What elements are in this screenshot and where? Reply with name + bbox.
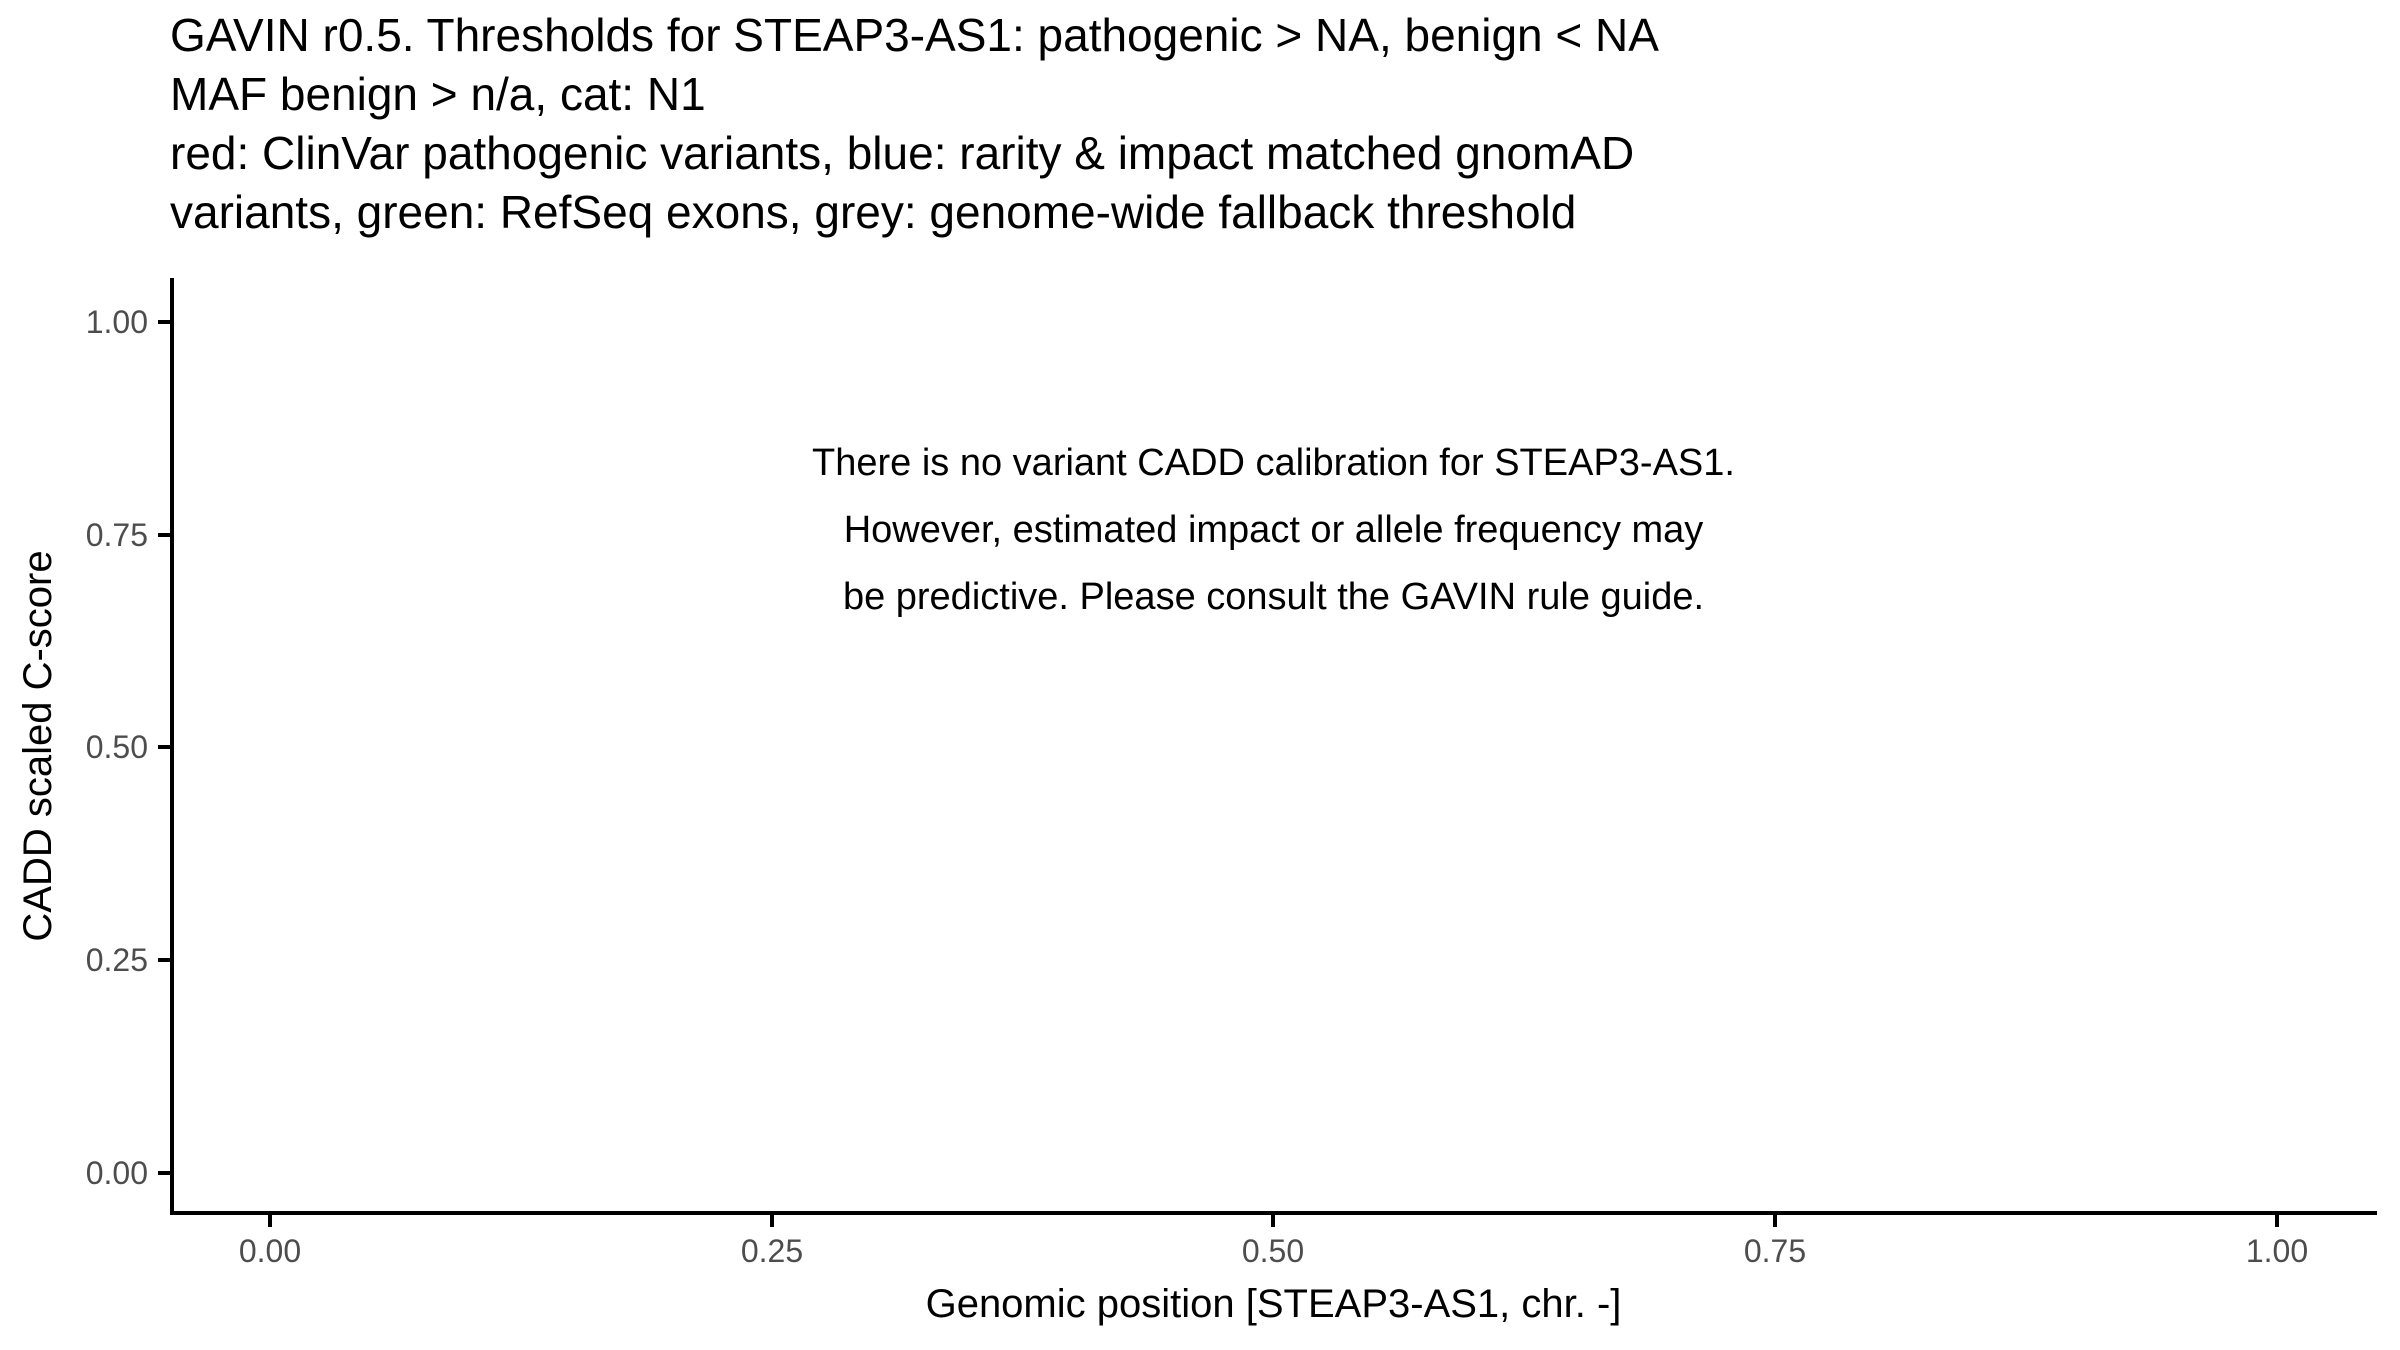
x-tick-label: 0.50 (1241, 1233, 1305, 1269)
y-tick-label: 0.75 (85, 517, 148, 553)
x-tick-label: 0.25 (740, 1233, 804, 1269)
x-tick-label: 0.75 (1743, 1233, 1807, 1269)
plot-title-line-4: variants, green: RefSeq exons, grey: genome-wide fallback threshold (170, 186, 1577, 238)
x-tick-mark-0.75 (1773, 1215, 1777, 1227)
x-tick-label: 1.00 (2245, 1233, 2309, 1269)
x-tick-mark-0.25 (770, 1215, 774, 1227)
y-tick-label: 0.00 (85, 1155, 148, 1191)
y-tick-mark-0.75 (158, 533, 170, 537)
plot-title (170, 6, 2370, 242)
y-tick-label: 0.50 (85, 729, 148, 765)
annotation-line-1: There is no variant CADD calibration for STEAP3-AS1. (812, 442, 1735, 484)
y-tick-label: 0.25 (85, 942, 148, 978)
x-tick-mark-0.00 (268, 1215, 272, 1227)
annotation-line-3: be predictive. Please consult the GAVIN rule guide. (842, 576, 1705, 618)
plot-title-line-2: MAF benign > n/a, cat: N1 (170, 68, 706, 120)
annotation-line-2: However, estimated impact or allele frequency may (843, 509, 1704, 551)
y-tick-mark-0.25 (158, 958, 170, 962)
x-axis-title: Genomic position [STEAP3-AS1, chr. -] (925, 1282, 1622, 1326)
y-tick-mark-1.00 (158, 320, 170, 324)
x-tick-label: 0.00 (238, 1233, 302, 1269)
y-tick-label: 1.00 (85, 304, 148, 340)
plot-title-line-1: GAVIN r0.5. Thresholds for STEAP3-AS1: pathogenic > NA, benign < NA (170, 9, 1659, 61)
y-tick-mark-0.50 (158, 745, 170, 749)
y-axis-title: CADD scaled C-score (16, 550, 60, 942)
no-calibration-annotation (170, 430, 2377, 631)
x-tick-mark-0.50 (1271, 1215, 1275, 1227)
x-tick-mark-1.00 (2275, 1215, 2279, 1227)
plot-title-line-3: red: ClinVar pathogenic variants, blue: rarity & impact matched gnomAD (170, 127, 1635, 179)
plot-panel (170, 278, 2377, 1215)
y-tick-mark-0.00 (158, 1171, 170, 1175)
